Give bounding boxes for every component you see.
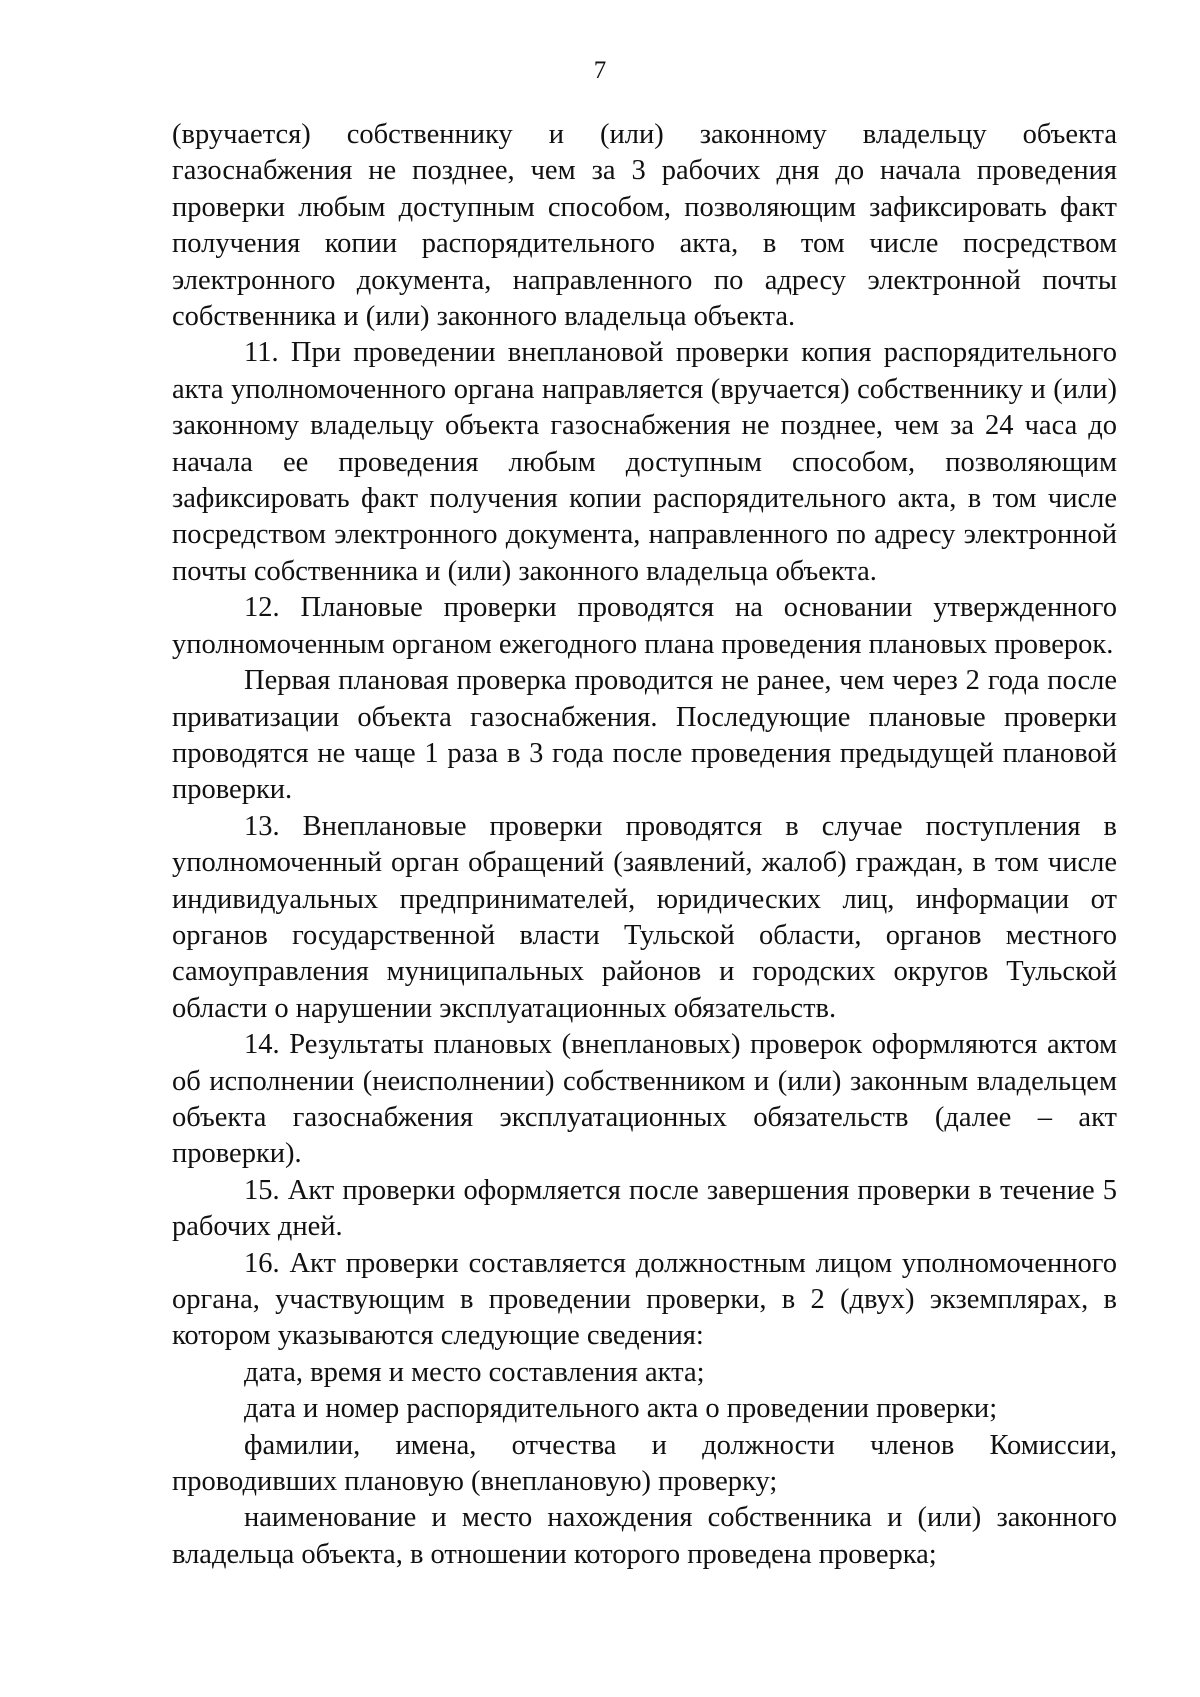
paragraph-item-11: 11. При проведении внеплановой проверки копия распорядительного акта уполномоченного органа направляется (вручается) собственнику и (или) законному владельцу объекта газоснабжения не позднее, чем за 24 часа до начала ее проведения любым доступным способом, позволяющим зафиксировать факт получения копии распорядительного акта, в том числе посредством электронного документа, направленного по адресу электронной почты собственника и (или) законного владельца объекта. (172, 337, 1117, 587)
paragraph-continuation: (вручается) собственнику и (или) законному владельцу объекта газоснабжения не позднее, чем за 3 рабочих дня до начала проведения проверки любым доступным способом, позволяющим зафиксировать факт получения копии распорядительного акта, в том числе посредством электронного документа, направленного по адресу электронной почты собственника и (или) законного владельца объекта. (172, 119, 1117, 333)
paragraph-first-planned-check: Первая плановая проверка проводится не ранее, чем через 2 года после приватизации объекта газоснабжения. Последующие плановые проверки проводятся не чаще 1 раза в 3 года после проведения предыдущей плановой проверки. (172, 665, 1117, 806)
page-number: 7 (593, 57, 607, 84)
list-item-order-date-number: дата и номер распорядительного акта о проведении проверки; (244, 1393, 998, 1425)
list-item-commission-members: фамилии, имена, отчества и должности членов Комиссии, проводивших плановую (внеплановую) проверку; (172, 1429, 1117, 1498)
paragraph-item-12: 12. Плановые проверки проводятся на основании утвержденного уполномоченным органом ежегодного плана проведения плановых проверок. (172, 592, 1117, 660)
list-item-owner-name-location: наименование и место нахождения собственника и (или) законного владельца объекта, в отношении которого проведена проверка; (172, 1502, 1117, 1570)
list-item-date-time-place: дата, время и место составления акта; (244, 1356, 705, 1388)
document-body (172, 117, 1117, 1573)
paragraph-item-13: 13. Внеплановые проверки проводятся в случае поступления в уполномоченный орган обращений (заявлений, жалоб) граждан, в том числе индивидуальных предпринимателей, юридических лиц, информации от органов государственной власти Тульской области, органов местного самоуправления муниципальных районов и городских округов Тульской области о нарушении эксплуатационных обязательств. (172, 810, 1117, 1024)
paragraph-item-16: 16. Акт проверки составляется должностным лицом уполномоченного органа, участвующим в проведении проверки, в 2 (двух) экземплярах, в котором указываются следующие сведения: (172, 1247, 1117, 1352)
paragraph-item-15: 15. Акт проверки оформляется после завершения проверки в течение 5 рабочих дней. (172, 1174, 1117, 1243)
paragraph-item-14: 14. Результаты плановых (внеплановых) проверок оформляются актом об исполнении (неисполнении) собственником и (или) законным владельцем объекта газоснабжения эксплуатационных обязательств (далее – акт проверки). (172, 1029, 1117, 1170)
